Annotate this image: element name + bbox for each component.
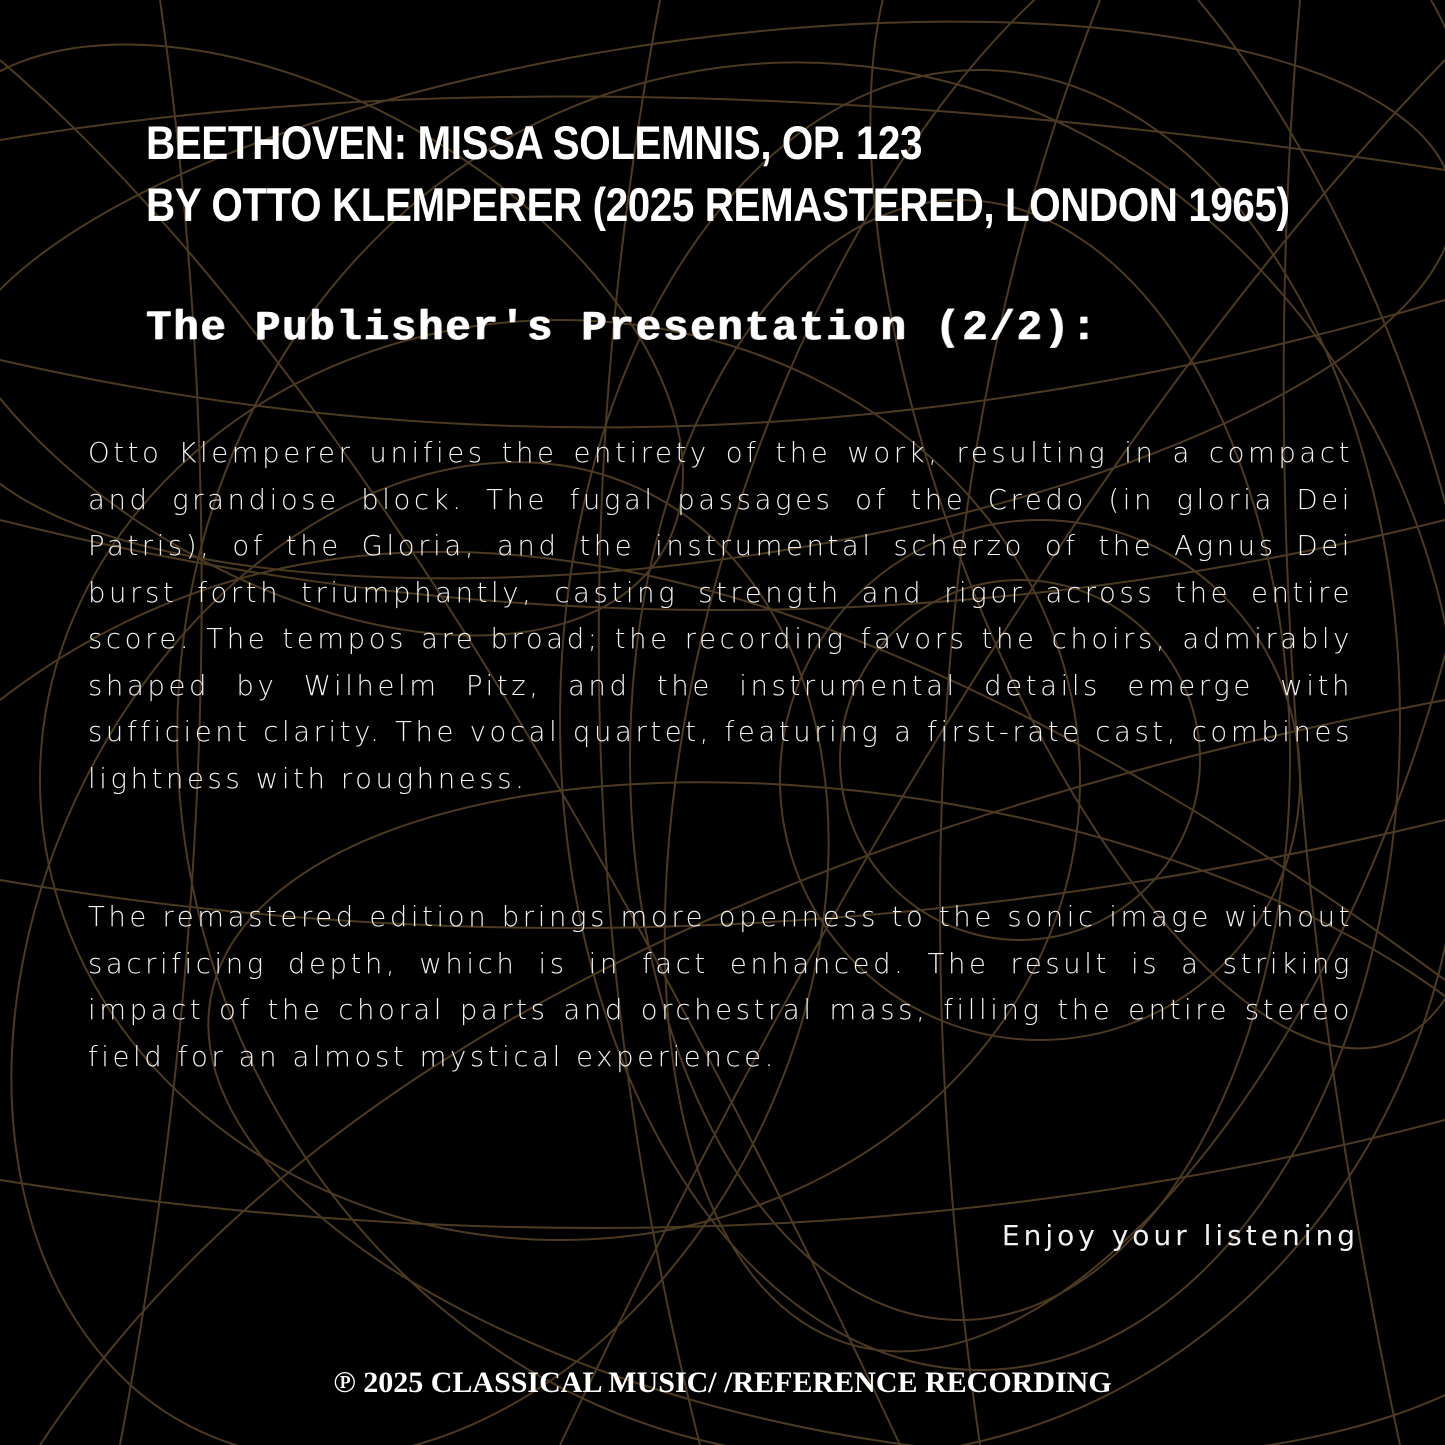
album-title [146, 112, 1396, 236]
section-heading: The Publisher's Presentation (2/2): [146, 304, 1099, 352]
paragraph-1: Otto Klemperer unifies the entirety of the work, resulting in a compact and grandiose block. The fugal passages of the Credo (in gloria Dei Patris), of the Gloria, and the instrumental scherzo of the Agnus Dei burst forth triumphantly, casting strength and rigor across the entire score. The tempos are broad; the recording favors the choirs, admirably shaped by Wilhelm Pitz, and the instrumental details emerge with sufficient clarity. The vocal quartet, featuring a first-rate cast, combines lightness with roughness. [88, 437, 1353, 795]
paragraph-2: The remastered edition brings more openness to the sonic image without sacrificing depth, which is in fact enhanced. The result is a striking impact of the choral parts and orchestral mass, filling the entire stereo field for an almost mystical experience. [88, 901, 1353, 1073]
copyright-footer: ℗ 2025 CLASSICAL MUSIC/ /REFERENCE RECORDING [333, 1366, 1112, 1399]
title-line-2: BY OTTO KLEMPERER (2025 REMASTERED, LONDON 1965) [146, 178, 1290, 231]
signoff-text: Enjoy your listening [1001, 1219, 1359, 1252]
title-line-1: BEETHOVEN: MISSA SOLEMNIS, OP. 123 [146, 116, 923, 169]
